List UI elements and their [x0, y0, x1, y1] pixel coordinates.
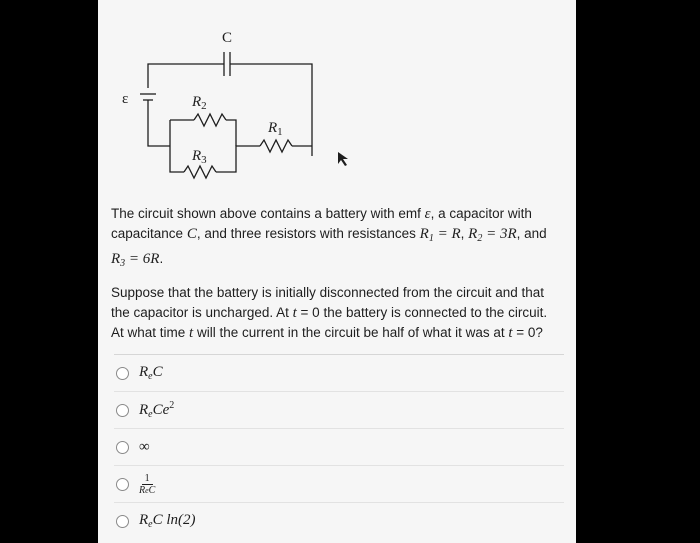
r2-label: $R_2$ [192, 94, 207, 112]
option-label: $R_eC$ [139, 364, 163, 382]
circuit-diagram [98, 0, 576, 200]
option-label: $\frac{1}{\text{ReC}}$ [139, 472, 156, 496]
option-label: $R_eC$ ln(2) [139, 512, 196, 530]
option-label: $R_eCe^2$ [139, 400, 175, 420]
option-5[interactable] [114, 502, 564, 539]
question-card [98, 0, 576, 543]
emf-label: ε [122, 91, 129, 107]
radio-button[interactable] [116, 515, 129, 528]
r3-label: $R_3$ [192, 148, 207, 166]
resistor-r3 [184, 166, 216, 178]
option-2[interactable] [114, 391, 564, 428]
cursor-icon [338, 152, 348, 166]
resistor-r1 [260, 140, 292, 152]
radio-button[interactable] [116, 404, 129, 417]
radio-button[interactable] [116, 478, 129, 491]
question-text [111, 204, 561, 352]
question-paragraph-2: Suppose that the battery is initially disconnected from the circuit and that the capacitor is uncharged. At t = 0 the battery is connected to the circuit. At what time t will the current in the circuit be half of what it was at t = 0? [111, 285, 548, 341]
resistor-r2 [194, 114, 226, 126]
option-label: ∞ [139, 438, 150, 455]
radio-button[interactable] [116, 441, 129, 454]
option-4[interactable] [114, 465, 564, 502]
r1-label: $R_1$ [268, 120, 283, 138]
radio-button[interactable] [116, 367, 129, 380]
capacitor-label: C [222, 30, 233, 46]
answer-options [114, 354, 564, 539]
question-paragraph-1: The circuit shown above contains a battery with emf ε, a capacitor with capacitance C, and three resistors with resistances $R_1 = R$, $R_2 = 3R$, and $R_3 = 6R$. [111, 206, 547, 269]
option-1[interactable] [114, 354, 564, 391]
option-3[interactable] [114, 428, 564, 465]
